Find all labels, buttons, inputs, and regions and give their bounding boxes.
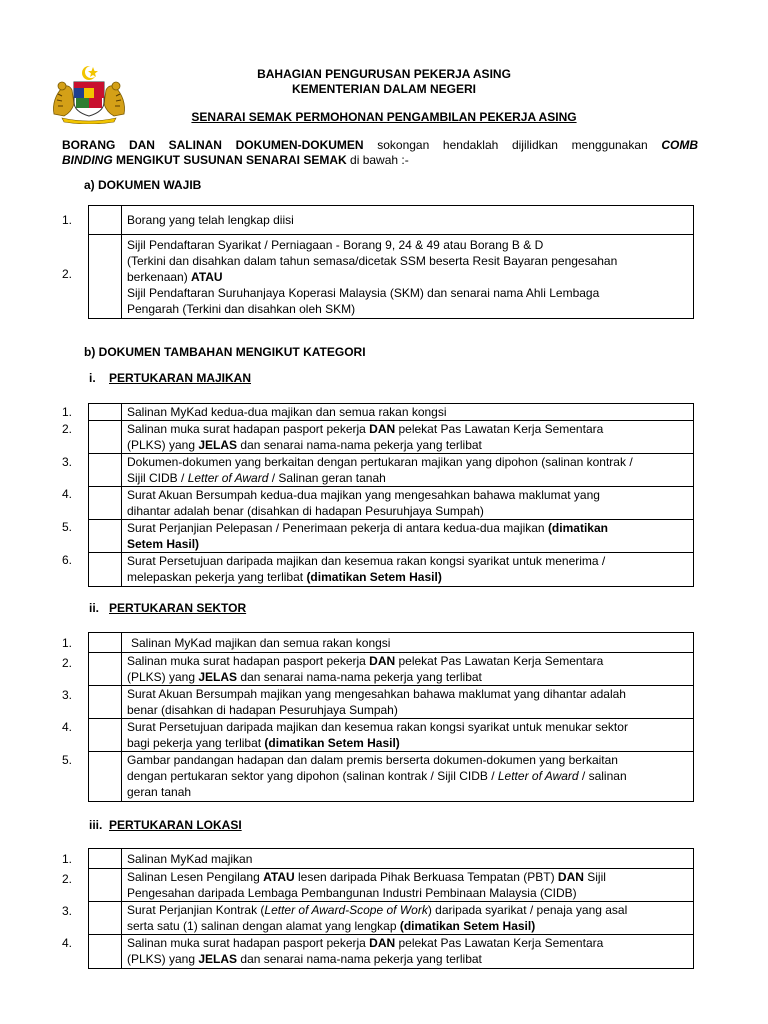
ii-item-5-text: Gambar pandangan hadapan dan dalam premis berserta dokumen-dokumen yang berkaitan dengan pertukaran sektor yang dipohon (salinan kontrak / Sijil CIDB / Letter of Award / salinan geran tanah — [122, 752, 694, 802]
checkbox-iii3[interactable] — [89, 902, 122, 935]
ii-item-3-text: Surat Akuan Bersumpah majikan yang mengesahkan bahawa maklumat yang dihantar adalah benar (disahkan di hadapan Pesuruhjaya Sumpah) — [122, 686, 694, 719]
section-b-i-table — [88, 403, 694, 587]
ii-item-5-number: 5. — [62, 753, 73, 767]
ii-item-2-text: Salinan muka surat hadapan pasport pekerja DAN pelekat Pas Lawatan Kerja Sementara (PLKS) yang JELAS dan senarai nama-nama pekerja yang terlibat — [122, 653, 694, 686]
i-item-1-text: Salinan MyKad kedua-dua majikan dan semua rakan kongsi — [122, 404, 694, 421]
iii-item-4-number: 4. — [62, 936, 73, 950]
iii-item-1-text: Salinan MyKad majikan — [122, 849, 694, 869]
i-item-4-text: Surat Akuan Bersumpah kedua-dua majikan yang mengesahkan bahawa maklumat yang dihantar adalah benar (disahkan di hadapan Pesuruhjaya Sumpah) — [122, 487, 694, 520]
intro-normal-1: sokongan hendaklah dijilidkan menggunakan — [363, 138, 662, 152]
i-item-4-number: 4. — [62, 487, 73, 501]
iii-item-3-text: Surat Perjanjian Kontrak (Letter of Award-Scope of Work) daripada syarikat / penaja yang asal serta satu (1) salinan dengan alamat yang lengkap (dimatikan Setem Hasil) — [122, 902, 694, 935]
sub-i-title: PERTUKARAN MAJIKAN — [109, 371, 252, 385]
i-item-6-text: Surat Persetujuan daripada majikan dan kesemua rakan kongsi syarikat untuk menerima / melepaskan pekerja yang terlibat (dimatikan Setem Hasil) — [122, 553, 694, 587]
page-title: SENARAI SEMAK PERMOHONAN PENGAMBILAN PEKERJA ASING — [191, 110, 577, 124]
section-b-ii-table — [88, 632, 694, 802]
intro-bold-1: BORANG DAN SALINAN DOKUMEN-DOKUMEN — [62, 138, 364, 152]
checkbox-a1[interactable] — [89, 206, 122, 235]
a-item-1-text: Borang yang telah lengkap diisi — [122, 206, 694, 235]
a-item-2-number: 2. — [62, 267, 73, 281]
checkbox-i6[interactable] — [89, 553, 122, 587]
i-item-2-text: Salinan muka surat hadapan pasport pekerja DAN pelekat Pas Lawatan Kerja Sementara (PLKS) yang JELAS dan senarai nama-nama pekerja yang terlibat — [122, 421, 694, 454]
iii-item-1-number: 1. — [62, 852, 73, 866]
checkbox-ii2[interactable] — [89, 653, 122, 686]
checkbox-i4[interactable] — [89, 487, 122, 520]
sub-iii-title: PERTUKARAN LOKASI — [109, 818, 242, 832]
checkbox-i2[interactable] — [89, 421, 122, 454]
checkbox-ii3[interactable] — [89, 686, 122, 719]
sub-ii-title: PERTUKARAN SEKTOR — [109, 601, 247, 615]
sub-ii-roman: ii. — [89, 601, 100, 615]
checkbox-ii1[interactable] — [89, 633, 122, 653]
header-line2: KEMENTERIAN DALAM NEGERI — [291, 82, 476, 96]
iii-item-3-number: 3. — [62, 904, 73, 918]
ii-item-4-text: Surat Persetujuan daripada majikan dan kesemua rakan kongsi syarikat untuk menukar sektor bagi pekerja yang terlibat (dimatikan Setem Hasil) — [122, 719, 694, 752]
i-item-2-number: 2. — [62, 422, 73, 436]
section-a-table — [88, 205, 694, 319]
section-b-heading: b) DOKUMEN TAMBAHAN MENGIKUT KATEGORI — [84, 345, 366, 359]
i-item-5-text: Surat Perjanjian Pelepasan / Penerimaan pekerja di antara kedua-dua majikan (dimatikan Setem Hasil) — [122, 520, 694, 553]
checkbox-iii4[interactable] — [89, 935, 122, 969]
ii-item-1-text: Salinan MyKad majikan dan semua rakan kongsi — [122, 633, 694, 653]
intro-binding: BINDING — [62, 153, 113, 167]
i-item-3-number: 3. — [62, 455, 73, 469]
ii-item-4-number: 4. — [62, 720, 73, 734]
header-line1: BAHAGIAN PENGURUSAN PEKERJA ASING — [257, 67, 511, 81]
checkbox-a2[interactable] — [89, 235, 122, 319]
intro-normal-2: di bawah :- — [346, 153, 409, 167]
ii-item-2-number: 2. — [62, 656, 73, 670]
checkbox-ii5[interactable] — [89, 752, 122, 802]
i-item-6-number: 6. — [62, 553, 73, 567]
ii-item-3-number: 3. — [62, 688, 73, 702]
section-a-heading: a) DOKUMEN WAJIB — [84, 178, 202, 192]
i-item-3-text: Dokumen-dokumen yang berkaitan dengan pertukaran majikan yang dipohon (salinan kontrak / Sijil CIDB / Letter of Award / Salinan geran tanah — [122, 454, 694, 487]
checkbox-iii1[interactable] — [89, 849, 122, 869]
checkbox-ii4[interactable] — [89, 719, 122, 752]
checkbox-i5[interactable] — [89, 520, 122, 553]
i-item-5-number: 5. — [62, 520, 73, 534]
checkbox-iii2[interactable] — [89, 869, 122, 902]
iii-item-2-number: 2. — [62, 872, 73, 886]
sub-i-roman: i. — [89, 371, 96, 385]
ii-item-1-number: 1. — [62, 636, 73, 650]
a-item-1-number: 1. — [62, 213, 73, 227]
intro-paragraph — [62, 138, 698, 168]
i-item-1-number: 1. — [62, 405, 73, 419]
checkbox-i3[interactable] — [89, 454, 122, 487]
iii-item-2-text: Salinan Lesen Pengilang ATAU lesen daripada Pihak Berkuasa Tempatan (PBT) DAN Sijil Pengesahan daripada Lembaga Pembangunan Industri Pembinaan Malaysia (CIDB) — [122, 869, 694, 902]
a-item-2-text: Sijil Pendaftaran Syarikat / Perniagaan - Borang 9, 24 & 49 atau Borang B & D (Terkini dan disahkan dalam tahun semasa/dicetak SSM beserta Resit Bayaran pengesahan berkenaan) ATAU Sijil Pendaftaran Suruhanjaya Koperasi Malaysia (SKM) dan senarai nama Ahli Lembaga Pengarah (Terkini dan disahkan oleh SKM) — [122, 235, 694, 319]
intro-bold-2: MENGIKUT SUSUNAN SENARAI SEMAK — [112, 153, 347, 167]
section-b-iii-table — [88, 848, 694, 969]
sub-iii-roman: iii. — [89, 818, 103, 832]
checkbox-i1[interactable] — [89, 404, 122, 421]
intro-comb: COMB — [661, 138, 698, 152]
iii-item-4-text: Salinan muka surat hadapan pasport pekerja DAN pelekat Pas Lawatan Kerja Sementara (PLKS) yang JELAS dan senarai nama-nama pekerja yang terlibat — [122, 935, 694, 969]
